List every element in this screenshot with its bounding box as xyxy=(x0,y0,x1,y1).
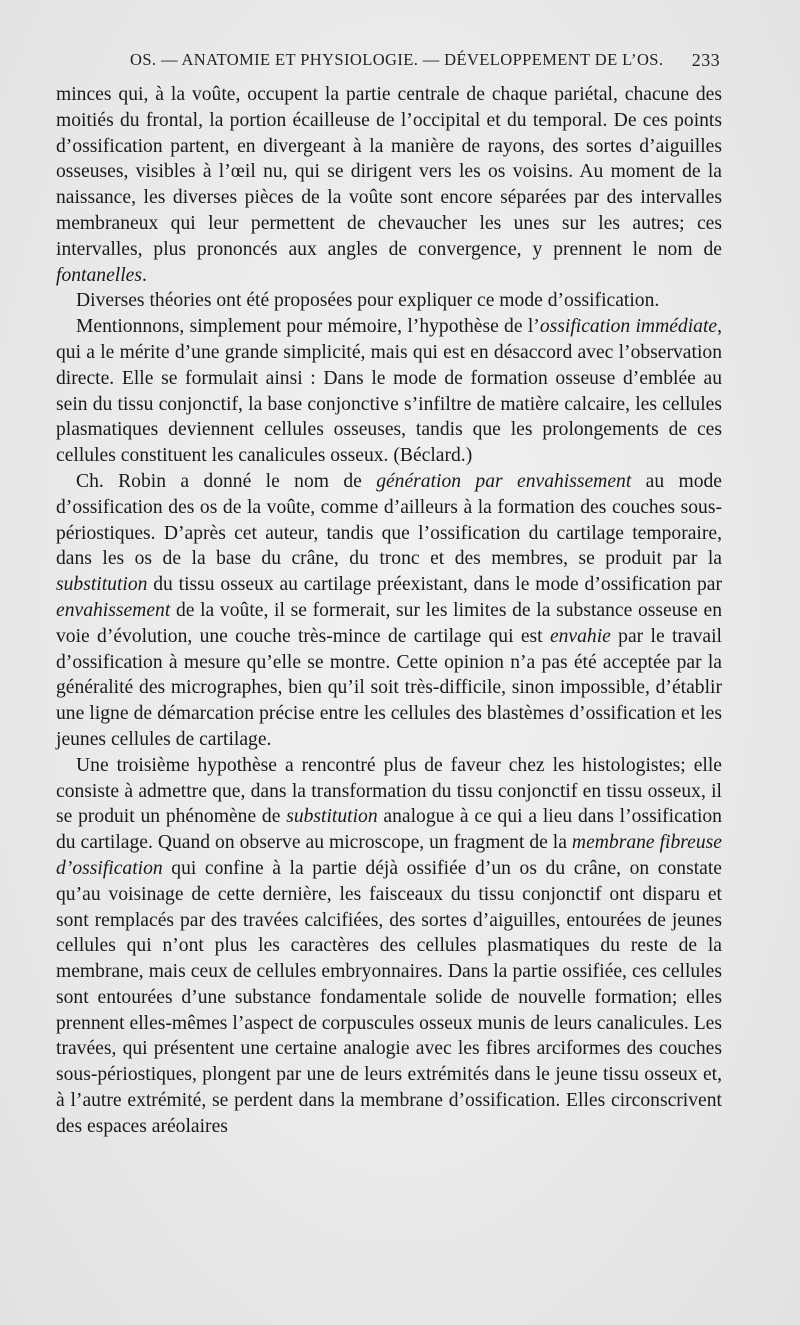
text-run: minces qui, à la voûte, occupent la partie centrale de chaque pariétal, chacune des moitiés du frontal, la portion écailleuse de l’occipital et du temporal. De ces points d’ossification partent, en divergeant à la manière de rayons, des sortes d’aiguilles osseuses, visibles à l’œil nu, qui se dirigent vers les os voisins. Au moment de la naissance, les diverses pièces de la voûte sont encore séparées par des intervalles membraneux qui leur permettent de chevaucher les unes sur les autres; ces intervalles, plus prononcés aux angles de convergence, y prennent le nom de xyxy=(56,84,722,260)
text-run: analogue à ce qui a lieu dans l’ossification du cartilage. Quand on observe au microscope, un fragment de la xyxy=(56,806,722,854)
text-run: de la voûte, il se formerait, sur les limites de la substance osseuse en voie d’évolution, une couche très-mince de cartilage qui est xyxy=(56,599,722,647)
italic-run: ossification immédiate xyxy=(539,316,718,338)
text-run: , qui a le mérite d’une grande simplicité, mais qui est en désaccord avec l’observation directe. Elle se formulait ainsi : Dans le mode de formation osseuse d’emblée au sein du tissu conjonctif, la base conjonctive s’infiltre de matière calcaire, les cellules plasmatiques deviennent cellules osseuses, tandis que les prolongements de ces cellules constituent les canalicules osseux. (Béclard.) xyxy=(56,316,722,467)
text-run: qui confine à la partie déjà ossifiée d’un os du crâne, on constate qu’au voisinage de cette dernière, les faisceaux du tissu conjonctif ont disparu et sont remplacés par des travées calcifiées, des sortes d’aiguilles, entourées de jeunes cellules qui n’ont plus les caractères des cellules plasmatiques du reste de la membrane, mais ceux de cellules embryonnaires. Dans la partie ossifiée, ces cellules sont entourées d’une substance fondamentale solide de nouvelle formation; elles prennent elles-mêmes l’aspect de corpuscules osseux munis de leurs canalicules. Les travées, qui présentent une certaine analogie avec les fibres arciformes des couches sous-périostiques, plongent par une de leurs extrémités dans le jeune tissu osseux et, à l’autre extrémité, se perdent dans la membrane d’ossification. Elles circonscrivent des espaces aréolaires xyxy=(56,857,722,1137)
text-run: par le travail d’ossification à mesure qu’elle se montre. Cette opinion n’a pas été acceptée par la généralité des micrographes, bien qu’il soit très-difficile, sinon impossible, d’établir une ligne de démarcation précise entre les cellules des blastèmes d’ossification et les jeunes cellules de cartilage. xyxy=(56,625,723,750)
italic-run: substitution xyxy=(56,574,148,596)
page-header xyxy=(130,50,720,74)
text-run: du tissu osseux au cartilage préexistant, dans le mode d’ossification par xyxy=(147,574,722,596)
text-run: Diverses théories ont été proposées pour expliquer ce mode d’ossification. xyxy=(76,290,660,312)
italic-run: envahie xyxy=(549,625,611,647)
italic-run: substitution xyxy=(286,806,378,828)
page-number: 233 xyxy=(691,50,720,70)
running-head: OS. — ANATOMIE ET PHYSIOLOGIE. — DÉVELOPPEMENT DE L’OS. xyxy=(130,50,664,69)
italic-run: membrane fibreuse d’ossification xyxy=(56,832,722,879)
paragraph-3 xyxy=(56,314,722,469)
text-run: Mentionnons, simplement pour mémoire, l’hypothèse de l’ xyxy=(76,316,540,338)
body-text xyxy=(56,82,722,1140)
paragraph-5 xyxy=(56,753,722,1140)
text-run: Une troisième hypothèse a rencontré plus de faveur chez les histologistes; elle consiste à admettre que, dans la transformation du tissu conjonctif en tissu osseux, il se produit un phénomène de xyxy=(56,754,722,828)
italic-run: fontanelles xyxy=(56,264,142,286)
paragraph-1 xyxy=(56,82,722,288)
paragraph-4 xyxy=(56,469,722,753)
italic-run: envahissement xyxy=(56,599,171,621)
text-run: Ch. Robin a donné le nom de xyxy=(76,470,377,492)
paragraph-2 xyxy=(56,288,722,314)
text-run: . xyxy=(141,264,147,286)
text-run: au mode d’ossification des os de la voûte, comme d’ailleurs à la formation des couches sous-périostiques. D’après cet auteur, tandis que l’ossification du cartilage temporaire, dans les os de la base du crâne, du tronc et des membres, se produit par la xyxy=(56,470,722,570)
italic-run: génération par envahissement xyxy=(376,470,632,492)
